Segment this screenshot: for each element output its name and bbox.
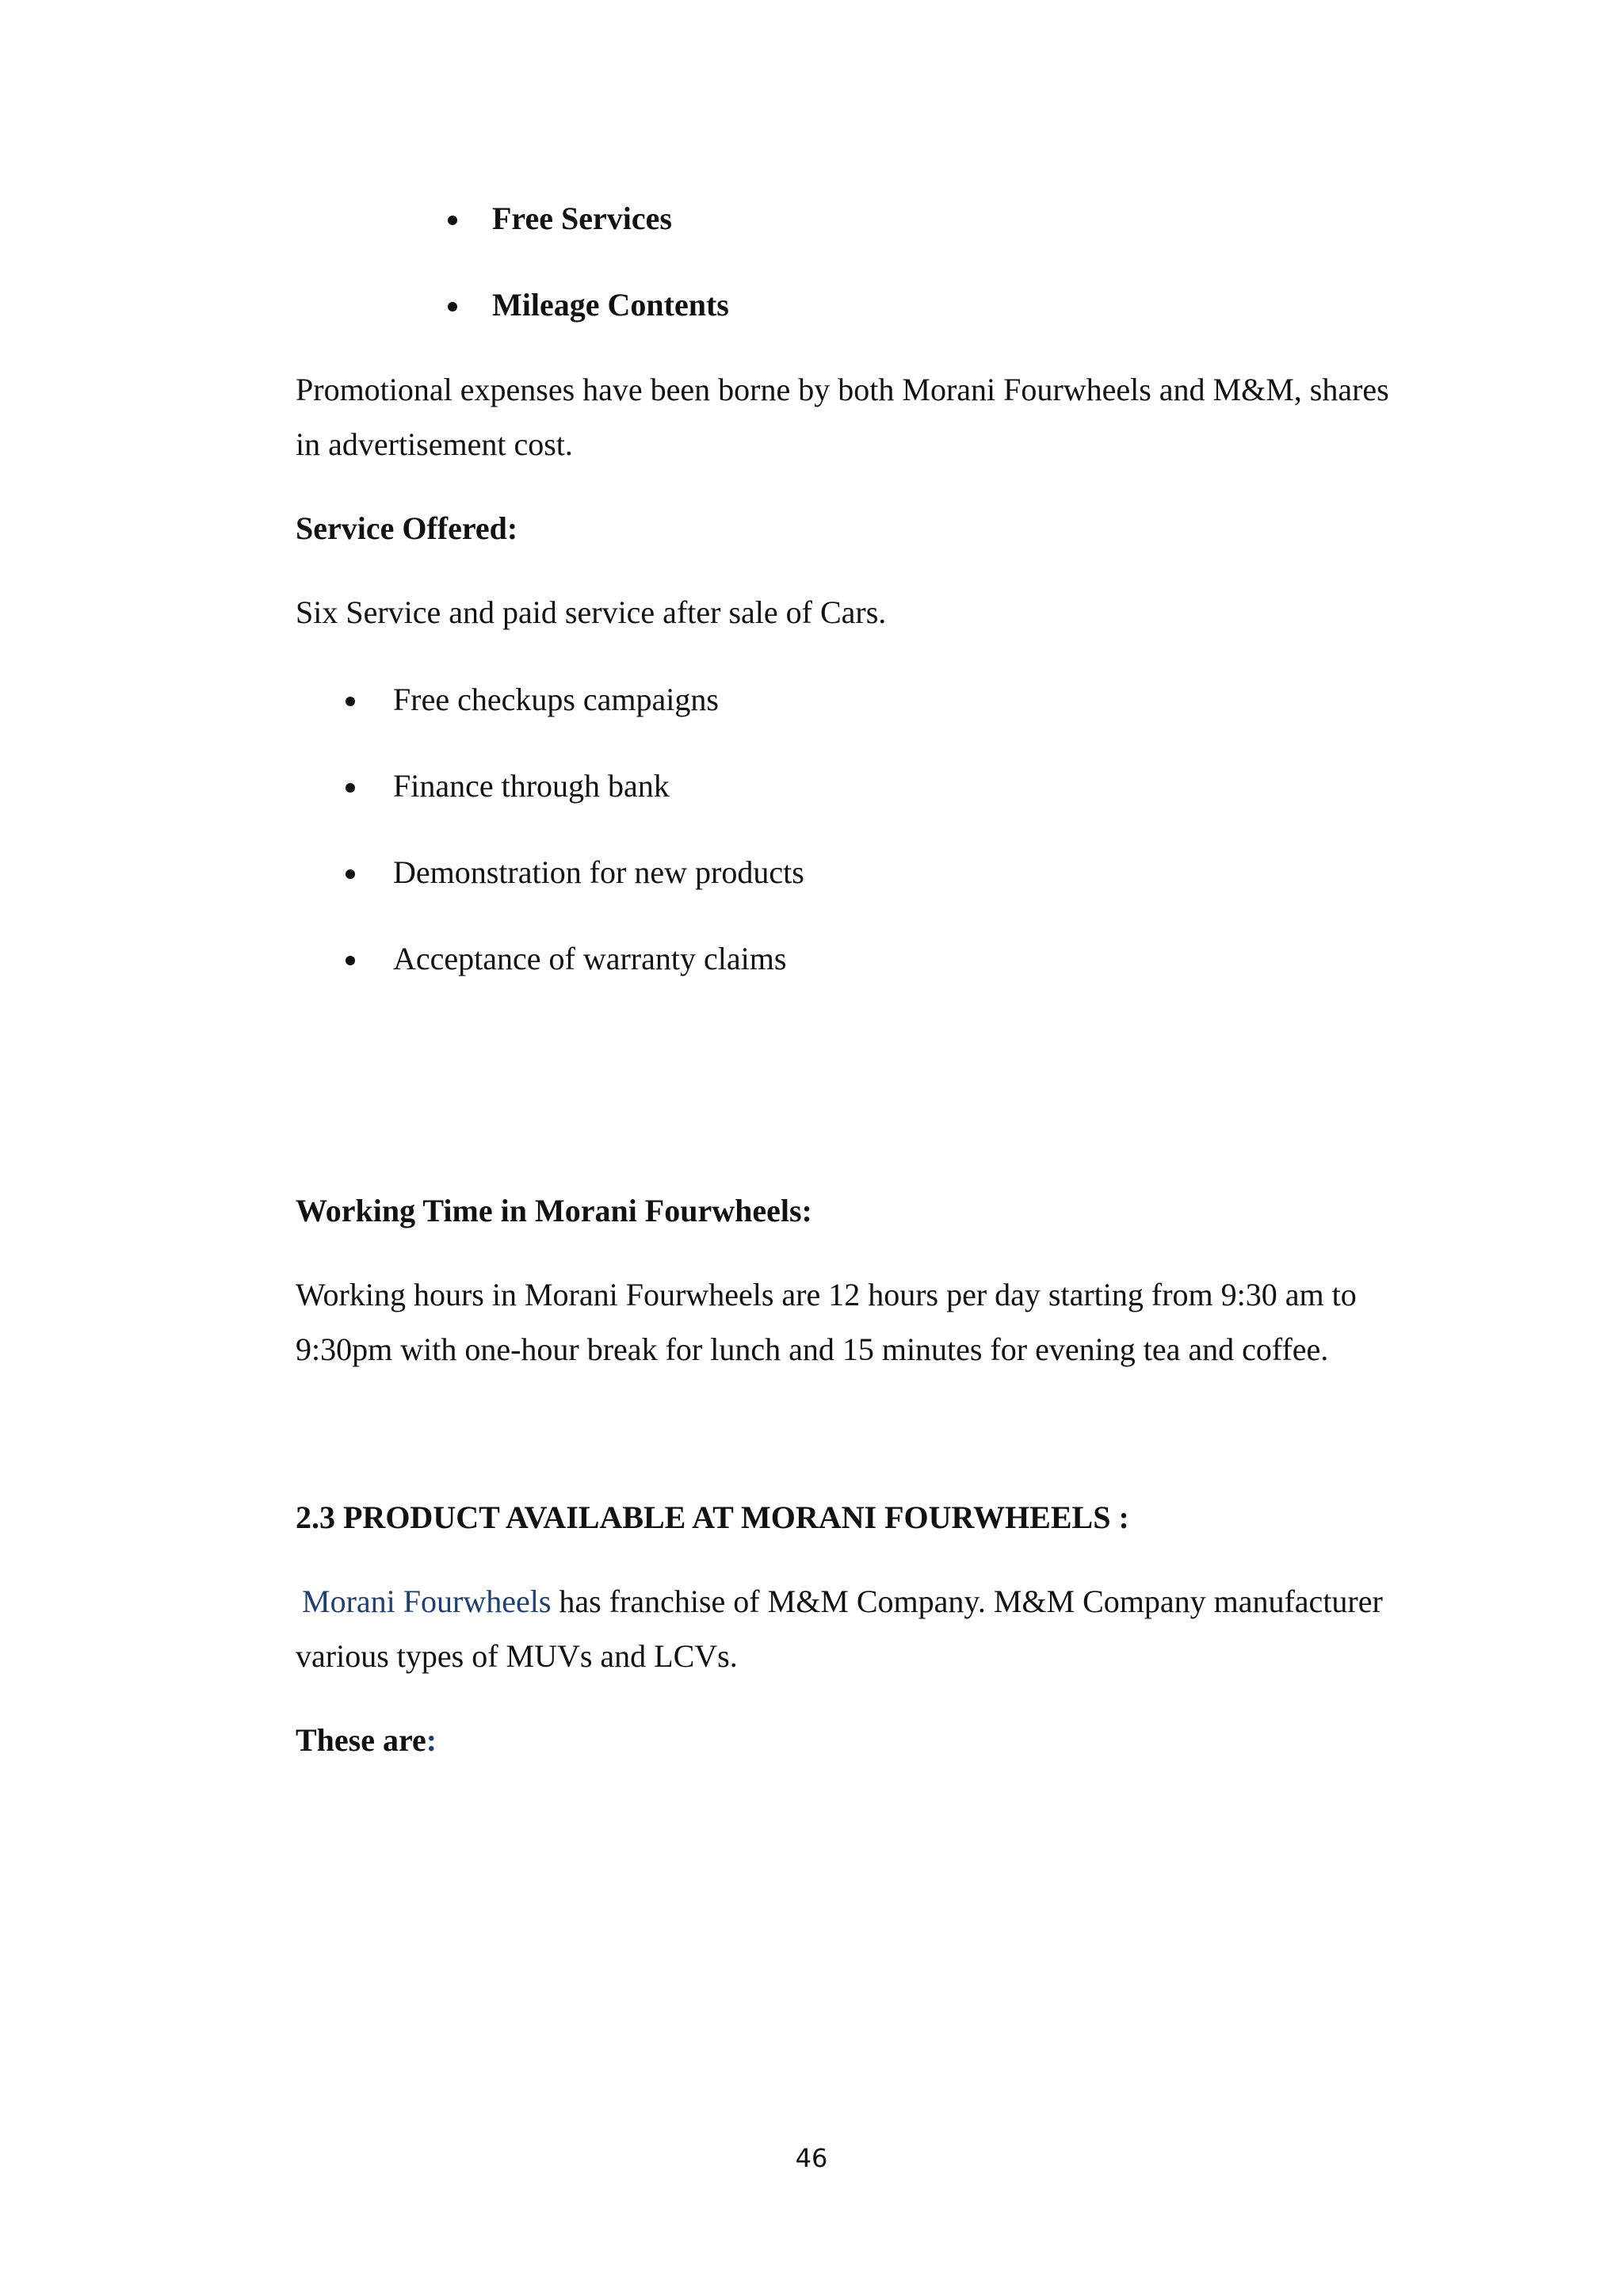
product-section-heading: 2.3 PRODUCT AVAILABLE AT MORANI FOURWHEELS : [296,1499,1129,1535]
service-bullet-warranty: Acceptance of warranty claims [393,941,787,976]
product-paragraph-line-2: various types of MUVs and LCVs. [296,1638,738,1674]
service-bullet-finance: Finance through bank [393,768,670,804]
bullet-icon [346,869,355,879]
page-number: 46 [795,2143,828,2173]
bold-bullet-mileage-contents: Mileage Contents [492,287,729,323]
working-paragraph-line-1: Working hours in Morani Fourwheels are 12 hours per day starting from 9:30 am to [296,1277,1357,1312]
product-paragraph-line-1-rest: has franchise of M&M Company. M&M Company manufacturer [551,1584,1383,1619]
these-are-colon: : [426,1722,437,1758]
bullet-icon [346,697,355,706]
bold-bullet-free-services: Free Services [492,201,672,236]
bullet-icon [346,783,355,793]
bullet-icon [448,216,457,225]
promo-paragraph-line-1: Promotional expenses have been borne by both Morani Fourwheels and M&M, shares [296,372,1389,407]
these-are-text: These are [296,1722,426,1758]
product-paragraph-line-1 [302,1586,1383,1618]
service-bullet-demonstration: Demonstration for new products [393,854,804,890]
service-bullet-free-checkups: Free checkups campaigns [393,682,719,717]
service-intro: Six Service and paid service after sale of Cars. [296,594,887,630]
bullet-icon [448,302,457,311]
bullet-icon [346,956,355,965]
these-are-label [296,1722,437,1758]
service-offered-heading: Service Offered: [296,510,518,546]
promo-paragraph-line-2: in advertisement cost. [296,426,573,462]
working-time-heading: Working Time in Morani Fourwheels: [296,1193,812,1228]
morani-fourwheels-link[interactable]: Morani Fourwheels [302,1584,552,1619]
working-paragraph-line-2: 9:30pm with one-hour break for lunch and 15 minutes for evening tea and coffee. [296,1331,1329,1367]
